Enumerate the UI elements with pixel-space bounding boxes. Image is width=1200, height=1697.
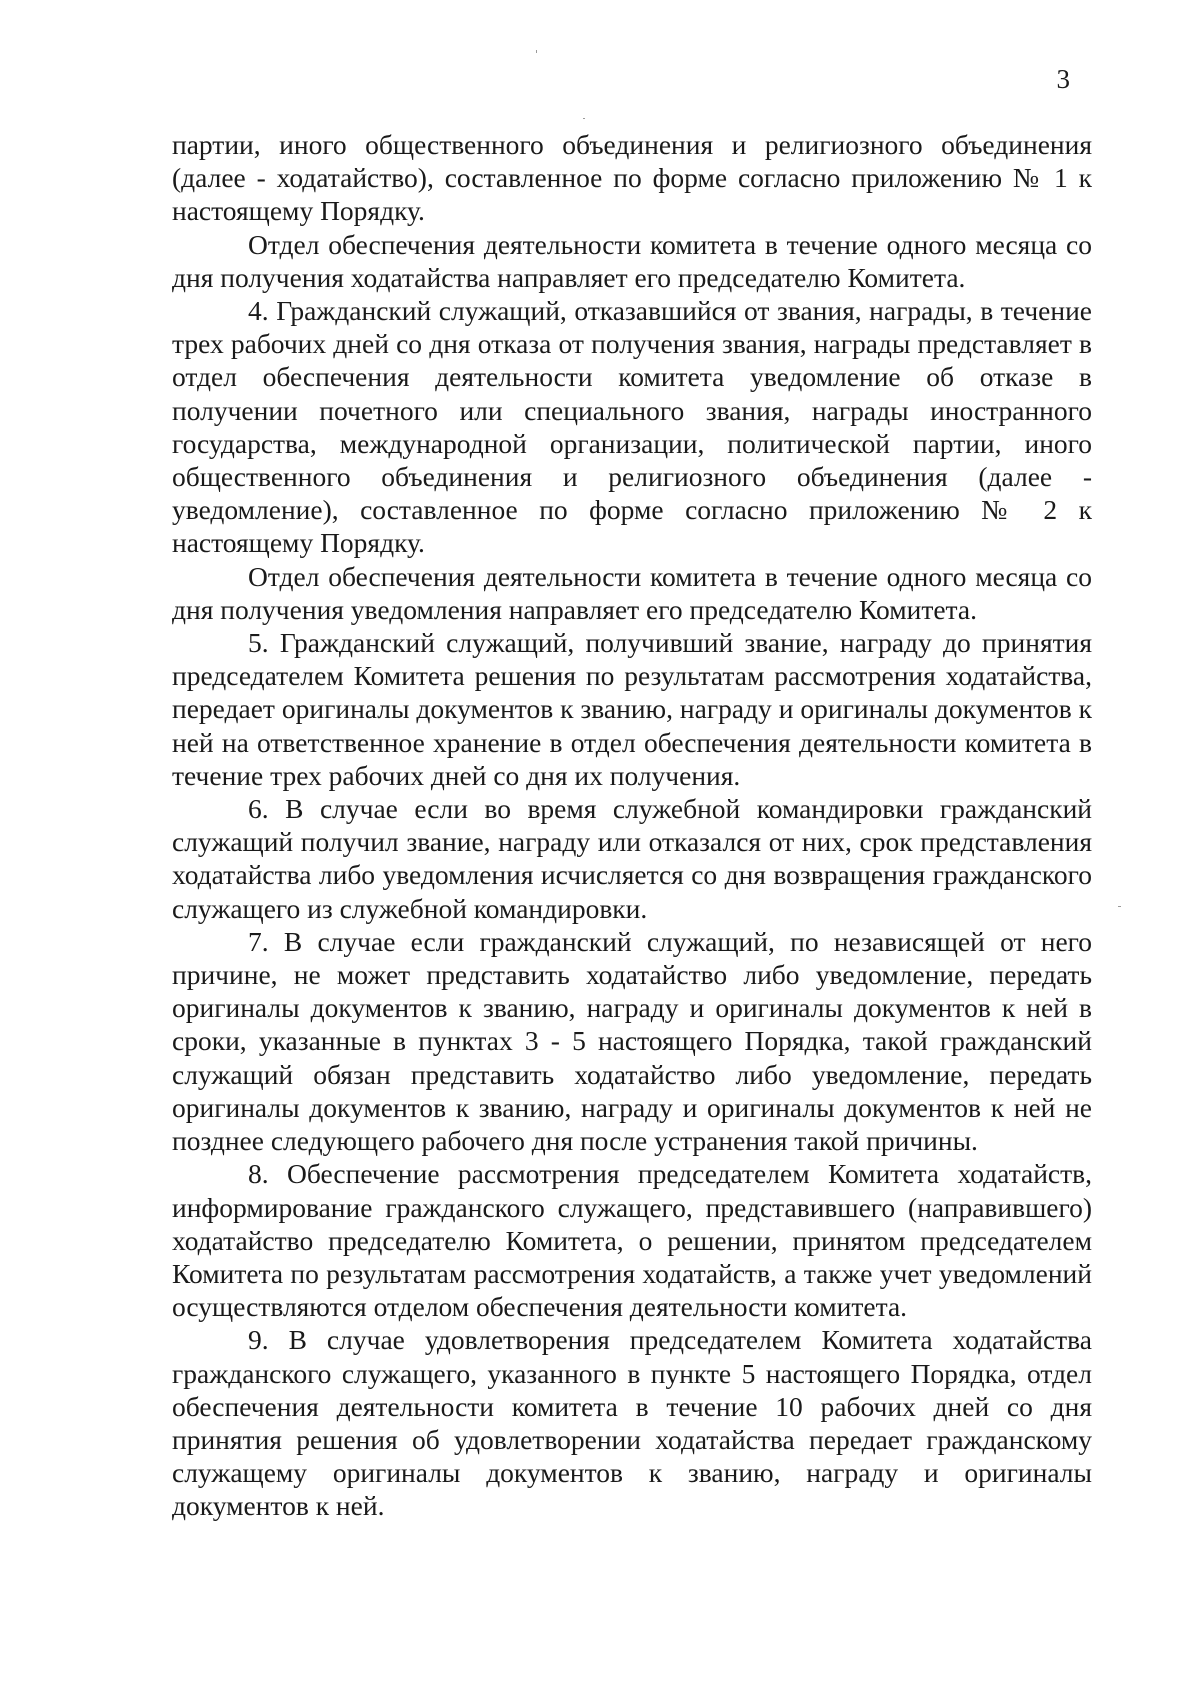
paragraph: 6. В случае если во время служебной командировки гражданский служащий получил звание, награду или отказался от них, срок представления ходатайства либо уведомления исчисляется со дня возвращения гражданского служащего из служебной командировки. — [172, 793, 1092, 924]
paragraph: 4. Гражданский служащий, отказавшийся от звания, награды, в течение трех рабочих дней со дня отказа от получения звания, награды представляет в отдел обеспечения деятельности комитета уведомление об отказе в получении почетного или специального звания, награды иностранного государства, международной организации, политической партии, иного общественного объединения и религиозного объединения (далее - уведомление), составленное по форме согласно приложению № 2 к настоящему Порядку. — [172, 295, 1092, 559]
scan-speck — [536, 50, 537, 53]
paragraph: Отдел обеспечения деятельности комитета в течение одного месяца со дня получения уведомления направляет его председателю Комитета. — [172, 560, 1092, 625]
paragraph: 8. Обеспечение рассмотрения председателем Комитета ходатайств, информирование гражданского служащего, представившего (направившего) ходатайство председателю Комитета, о решении, принятом председателем Комитета по результатам рассмотрения ходатайств, а также учет уведомлений осуществляются отделом обеспечения деятельности комитета. — [172, 1158, 1092, 1323]
paragraph: 5. Гражданский служащий, получивший звание, награду до принятия председателем Комитета решения по результатам рассмотрения ходатайства, передает оригиналы документов к званию, награду и оригиналы документов к ней на ответственное хранение в отдел обеспечения деятельности комитета в течение трех рабочих дней со дня их получения. — [172, 627, 1092, 791]
scan-speck — [1118, 906, 1121, 907]
document-body — [172, 128, 1092, 1523]
page-number: 3 — [1056, 64, 1070, 94]
scan-speck — [583, 118, 585, 119]
paragraph: 9. В случае удовлетворения председателем Комитета ходатайства гражданского служащего, указанного в пункте 5 настоящего Порядка, отдел обеспечения деятельности комитета в течение 10 рабочих дней со дня принятия решения об удовлетворении ходатайства передает гражданскому служащему оригиналы документов к званию, награду и оригиналы документов к ней. — [172, 1324, 1092, 1522]
paragraph: партии, иного общественного объединения и религиозного объединения (далее - ходатайство), составленное по форме согласно приложению № 1 к настоящему Порядку. — [172, 129, 1092, 227]
paragraph: 7. В случае если гражданский служащий, по независящей от него причине, не может представить ходатайство либо уведомление, передать оригиналы документов к званию, награду и оригиналы документов к ней в сроки, указанные в пунктах 3 - 5 настоящего Порядка, такой гражданский служащий обязан представить ходатайство либо уведомление, передать оригиналы документов к званию, награду и оригиналы документов к ней не позднее следующего рабочего дня после устранения такой причины. — [172, 925, 1092, 1157]
paragraph: Отдел обеспечения деятельности комитета в течение одного месяца со дня получения ходатайства направляет его председателю Комитета. — [172, 228, 1092, 293]
